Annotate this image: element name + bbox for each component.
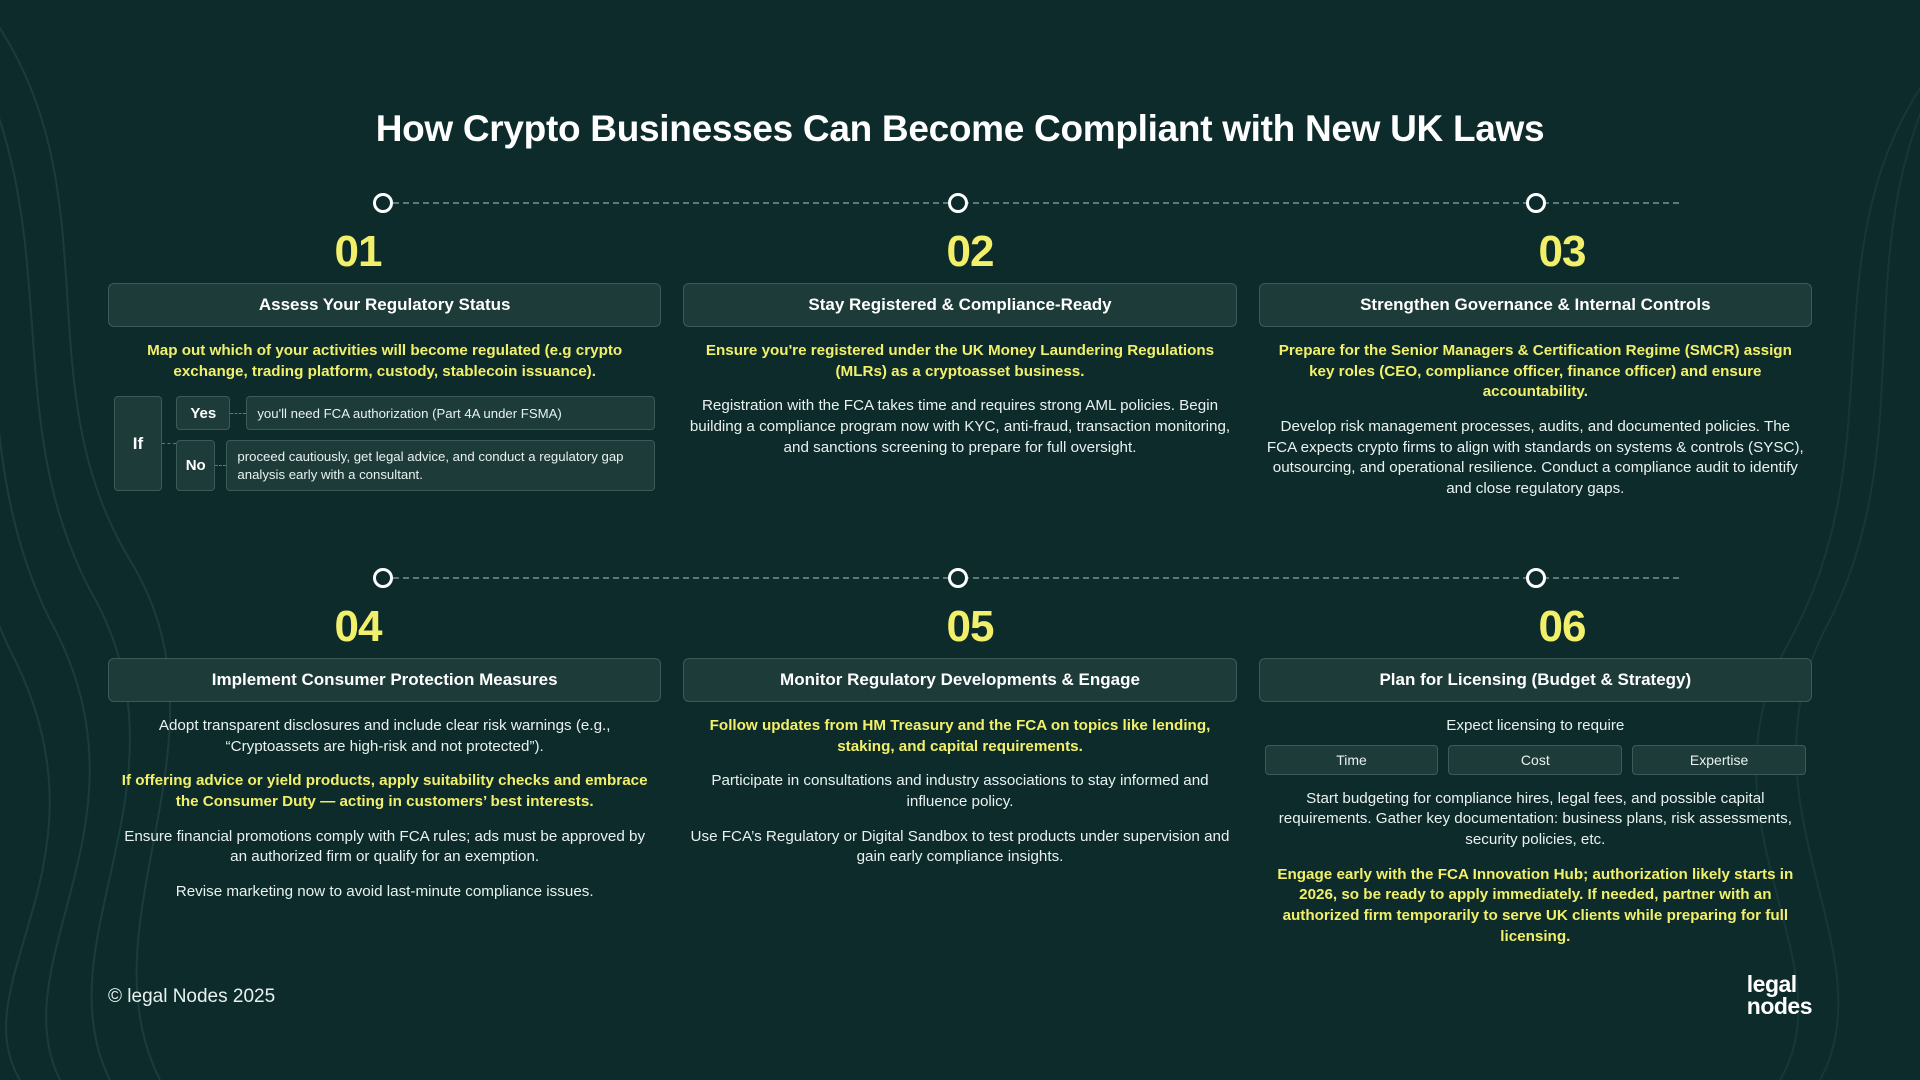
step-heading-05: Monitor Regulatory Developments & Engage [683, 658, 1236, 702]
step-paragraph: Expect licensing to require [1446, 717, 1625, 734]
branch-text-yes: you'll need FCA authorization (Part 4A under FSMA) [246, 396, 655, 430]
step-card-02 [683, 283, 1236, 514]
decision-branches [176, 396, 655, 491]
step-body-03 [1259, 327, 1812, 500]
page-title: How Crypto Businesses Can Become Compliant with New UK Laws [375, 108, 1545, 149]
step-numbers-row-2 [108, 596, 1812, 652]
footer-copyright: © legal Nodes 2025 [108, 986, 276, 1007]
timeline-node-03 [1526, 193, 1546, 213]
timeline-node-05 [948, 568, 968, 588]
step-paragraph: If offering advice or yield products, apply suitability checks and embrace the Consumer Duty — acting in customers’ best interests. [121, 772, 648, 811]
logo-line-1: legal [1746, 970, 1797, 997]
step-cards-row-1 [108, 283, 1812, 514]
step-heading-03: Strengthen Governance & Internal Controls [1259, 283, 1812, 327]
steps-row-2 [108, 560, 1812, 961]
step-body-04 [108, 702, 661, 903]
step-paragraph: Registration with the FCA takes time and requires strong AML policies. Begin building a compliance program now with KYC, anti-fraud, transaction monitoring, and sanctions screening to prepare for full oversight. [689, 397, 1231, 456]
timeline-dashed-line [383, 577, 1679, 579]
legal-nodes-logo [1746, 970, 1812, 1020]
timeline-node-06 [1526, 568, 1546, 588]
timeline-connector-row-1 [108, 185, 1812, 221]
step-paragraph: Develop risk management processes, audits, and documented policies. The FCA expects crypto firms to align with standards on systems & controls (SYSC), outsourcing, and operational resilience. Conduct a compliance audit to identify and close regulatory gaps. [1266, 418, 1804, 498]
decision-branch-no [176, 440, 655, 491]
step-numbers-row-1 [108, 221, 1812, 277]
logo-line-2: nodes [1746, 993, 1812, 1020]
branch-text-no: proceed cautiously, get legal advice, and conduct a regulatory gap analysis early with a consultant. [226, 440, 655, 491]
step-number-02: 02 [946, 227, 994, 276]
pill-expertise: Expertise [1632, 745, 1806, 775]
step-paragraph: Prepare for the Senior Managers & Certification Regime (SMCR) assign key roles (CEO, compliance officer, finance officer) and ensure accountability. [1278, 342, 1792, 401]
step-paragraph: Revise marketing now to avoid last-minute compliance issues. [175, 883, 594, 901]
step-heading-02: Stay Registered & Compliance-Ready [683, 283, 1236, 327]
timeline-connector-row-2 [108, 560, 1812, 596]
step-body-06 [1259, 702, 1812, 947]
step-paragraph: Engage early with the FCA Innovation Hub; authorization likely starts in 2026, so be ready to apply immediately. If needed, partner with an authorized firm temporarily to serve UK clients while preparing for full licensing. [1277, 865, 1794, 945]
branch-label-no: No [176, 440, 215, 491]
branch-connector-dash [215, 465, 226, 466]
branch-connector-dash [230, 413, 246, 414]
step-number-04: 04 [334, 602, 382, 651]
step-paragraph: Map out which of your activities will become regulated (e.g crypto exchange, trading platform, custody, stablecoin issuance). [147, 342, 623, 380]
step-card-01 [108, 283, 661, 514]
step-heading-01: Assess Your Regulatory Status [108, 283, 661, 327]
step-paragraph: Follow updates from HM Treasury and the FCA on topics like lending, staking, and capital requirements. [709, 717, 1211, 755]
step-paragraph: Start budgeting for compliance hires, legal fees, and possible capital requirements. Gather key documentation: business plans, risk assessments, security policies, etc. [1278, 789, 1792, 849]
step-paragraph: Use FCA’s Regulatory or Digital Sandbox to test products under supervision and gain early compliance insights. [690, 827, 1230, 866]
step-body-02 [683, 327, 1236, 458]
step-paragraph: Ensure you're registered under the UK Money Laundering Regulations (MLRs) as a cryptoasset business. [705, 342, 1215, 380]
step-paragraph: Adopt transparent disclosures and include clear risk warnings (e.g., “Cryptoassets are high-risk and not protected”). [158, 717, 611, 755]
branch-label-yes: Yes [176, 396, 230, 430]
step-body-05 [683, 702, 1236, 868]
step-paragraph: Participate in consultations and industry associations to stay informed and influence policy. [711, 772, 1209, 811]
licensing-requirements-pills [1265, 745, 1806, 775]
step-paragraph: Ensure financial promotions comply with FCA rules; ads must be approved by an authorized firm or qualify for an exemption. [124, 827, 646, 866]
timeline-dashed-line [383, 202, 1679, 204]
step-number-01: 01 [334, 227, 382, 276]
timeline-node-01 [373, 193, 393, 213]
timeline-node-04 [373, 568, 393, 588]
pill-cost: Cost [1448, 745, 1622, 775]
timeline-node-02 [948, 193, 968, 213]
step-card-03 [1259, 283, 1812, 514]
step-number-05: 05 [946, 602, 994, 651]
step-cards-row-2 [108, 658, 1812, 961]
step-number-06: 06 [1538, 602, 1586, 651]
decision-connector-dash [162, 443, 176, 444]
step-heading-04: Implement Consumer Protection Measures [108, 658, 661, 702]
decision-branch-yes [176, 396, 655, 430]
steps-row-1 [108, 185, 1812, 514]
step-card-06 [1259, 658, 1812, 961]
decision-condition-label: If [114, 396, 162, 491]
step-body-01 [108, 327, 661, 491]
decision-block-01 [114, 396, 655, 491]
step-card-04 [108, 658, 661, 961]
step-number-03: 03 [1538, 227, 1586, 276]
step-heading-06: Plan for Licensing (Budget & Strategy) [1259, 658, 1812, 702]
step-card-05 [683, 658, 1236, 961]
pill-time: Time [1265, 745, 1439, 775]
